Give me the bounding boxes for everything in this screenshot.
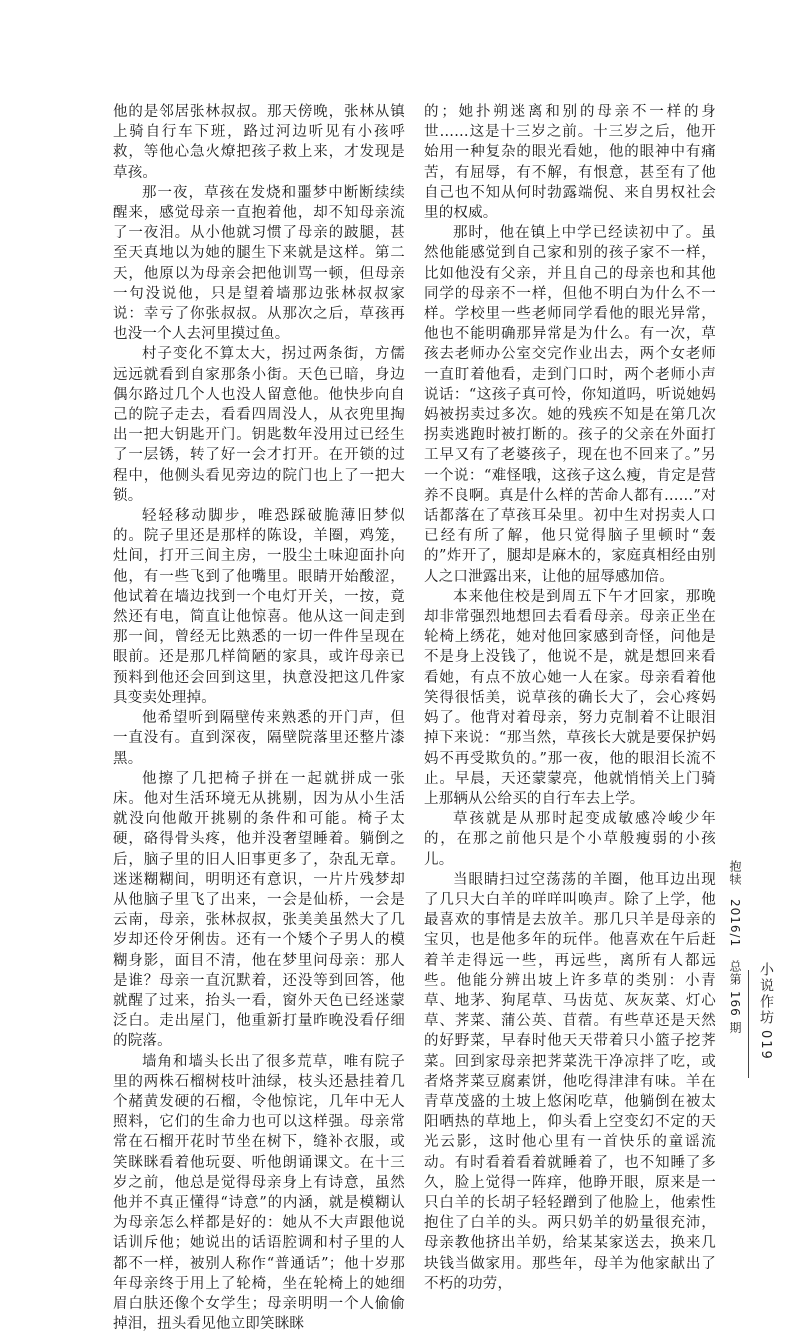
paragraph: 草孩就是从那时起变成敏感冷峻少年的，在那之前他只是个小草般瘦弱的小孩儿。 bbox=[424, 811, 716, 868]
paragraph: 他擦了几把椅子拼在一起就拼成一张床。他对生活环境无从挑剔，因为从小生活就没向他敞开挑剔的条件和可能。椅子太硬，硌得骨头疼，他并没奢望睡着。躺倒之后，脑子里的旧人旧事更多了，杂乱无章。迷迷糊糊间，明明还有意识，一片片残梦却从他脑子里飞了出来，一会是仙桥，一会是云南，母亲，张林叔叔，张美美虽然大了几岁却还伶牙俐齿。还有一个矮个子男人的模糊身影，面目不清，他在梦里问母亲：那人是谁？母亲一直沉默着，还没等到回答，他就醒了过来，抬头一看，窗外天色已经迷蒙泛白。走出屋门，他重新打量昨晚没看仔细的院落。 bbox=[113, 770, 405, 1050]
right-column bbox=[424, 102, 716, 1294]
paragraph: 的；她扑朔迷离和别的母亲不一样的身世……这是十三岁之前。十三岁之后，他开始用一种复杂的眼光看她，他的眼神中有痛苦，有屈辱，有不解，有恨意，甚至有了他自己也不知从何时勃露端倪、来自男权社会里的权威。 bbox=[424, 104, 716, 222]
page-number: 019 bbox=[758, 1030, 773, 1061]
side-divider bbox=[748, 970, 749, 1078]
paragraph: 墙角和墙头长出了很多荒草，唯有院子里的两株石榴树枝叶油绿，枝头还悬挂着几个赭黄发硬的石榴，令他惊诧，几年中无人照料，它们的生命力也可以这样强。母亲常常在石榴开花时节坐在树下，缝补衣服，或笑眯眯看着他玩耍、听他朗诵课文。在十三岁之前，他总是觉得母亲身上有诗意，虽然他并不真正懂得“诗意”的内涵，就是模糊认为母亲怎么样都是好的：她从不大声跟他说话训斥他；她说出的话语腔调和村子里的人都不一样，被别人称作“普通话”；他十岁那年母亲终于用上了轮椅，坐在轮椅上的她细眉白肤还像个女学生；母亲明明一个人偷偷掉泪，扭头看见他立即笑眯眯 bbox=[113, 1053, 405, 1333]
paragraph: 那一夜，草孩在发烧和噩梦中断断续续醒来，感觉母亲一直抱着他，却不知母亲流了一夜泪。从小他就习惯了母亲的跛腿，甚至天真地以为她的腿生下来就是这样。第二天，他原以为母亲会把他训骂一顿，但母亲一句没说他，只是望着墙那边张林叔叔家说：幸亏了你张叔叔。从那次之后，草孩再也没一个人去河里摸过鱼。 bbox=[113, 184, 405, 343]
issue-total: 总第 166 期 bbox=[728, 959, 742, 1035]
paragraph: 那时，他在镇上中学已经读初中了。虽然他能感觉到自己家和别的孩子家不一样，比如他没有父亲，并且自己的母亲也和其他同学的母亲不一样，但他不明白为什么不一样。学校里一些老师同学看他的眼光异常，他也不能明确那异常是为什么。有一次，草孩去老师办公室交完作业出去，两个女老师一直盯着他看，走到门口时，两个老师小声说话：“这孩子真可怜，你知道吗，听说她妈妈被拐卖过多次。她的残疾不知是在第几次拐卖逃跑时被打断的。孩子的父亲在外面打工早又有了老婆孩子，现在也不回来了。”另一个说：“难怪哦，这孩子这么瘦，肯定是营养不良啊。真是什么样的苦命人都有……”对话都落在了草孩耳朵里。初中生对拐卖人口已经有所了解，他只觉得脑子里顿时“轰的”炸开了，腿却是麻木的，家庭真相经由别人之口泄露出来，让他的屈辱感加倍。 bbox=[424, 225, 716, 585]
magazine-name: 抱犊 bbox=[728, 860, 742, 886]
paragraph: 轻轻移动脚步，唯恐踩破脆薄旧梦似的。院子里还是那样的陈设，羊圈，鸡笼，灶间，打开三间主房，一股尘土味迎面扑向他，有一些飞到了他嘴里。眼睛开始酸涩，他试着在墙边找到一个电灯开关，一按，竟然还有电，简直让他惊喜。他从这一间走到那一间，曾经无比熟悉的一切一件件呈现在眼前。还是那几样简陋的家具，或许母亲已预料到他还会回到这里，执意没把这几件家具变卖处理掉。 bbox=[113, 508, 405, 706]
paragraph: 当眼睛扫过空荡荡的羊圈，他耳边出现了几只大白羊的咩咩叫唤声。除了上学，他最喜欢的事情是去放羊。那几只羊是母亲的宝贝，也是他多年的玩伴。他喜欢在午后赶着羊走得远一些，再远些，离所有人都远些。他能分辨出坡上许多草的类别：小青草、地茅、狗尾草、马齿苋、灰灰菜、灯心草、荠菜、蒲公英、苜蓿。有些草还是天然的好野菜，早春时他天天带着只小篮子挖荠菜。回到家母亲把荠菜洗干净凉拌了吃，或者烙荠菜豆腐素饼，他吃得津津有味。羊在青草茂盛的土坡上悠闲吃草，他躺倒在被太阳晒热的草地上，仰头看上空变幻不定的天光云影，这时他心里有一首快乐的童谣流动。有时看着看着就睡着了，也不知睡了多久，脸上觉得一阵痒，他睁开眼，原来是一只白羊的长胡子轻轻蹭到了他脸上，他索性抱住了白羊的头。两只奶羊的奶量很充沛，母亲教他挤出羊奶，给某某家送去，换来几块钱当做家用。那些年，母羊为他家献出了不朽的功劳， bbox=[424, 871, 716, 1292]
section-title: 小说作坊 bbox=[758, 962, 774, 1026]
paragraph: 他的是邻居张林叔叔。那天傍晚，张林从镇上骑自行车下班，路过河边听见有小孩呼救，等他心急火燎把孩子救上来，才发现是草孩。 bbox=[113, 104, 405, 181]
paragraph: 他希望听到隔壁传来熟悉的开门声，但一直没有。直到深夜，隔壁院落里还整片漆黑。 bbox=[113, 710, 405, 767]
left-column bbox=[113, 102, 405, 1334]
paragraph: 村子变化不算太大，拐过两条街，方儒远远就看到自家那条小街。天色已暗，身边偶尔路过几个人也没人留意他。他快步向自己的院子走去，看看四周没人，从衣兜里掏出一把大钥匙开门。钥匙数年没用过已经生了一层锈，转了好一会才打开。在开锁的过程中，他侧头看见旁边的院门也上了一把大锁。 bbox=[113, 346, 405, 504]
paragraph: 本来他住校是到周五下午才回家，那晚却非常强烈地想回去看看母亲。母亲正坐在轮椅上绣花，她对他回家感到奇怪，问他是不是身上没钱了，他说不是，就是想回来看看她，有点不放心她一人在家。母亲看着他笑得很恬美，说草孩的确长大了，会心疼妈妈了。他背对着母亲，努力克制着不让眼泪掉下来说：“那当然，草孩长大就是要保护妈妈不再受欺负的。”那一夜，他的眼泪长流不止。早晨，天还蒙蒙亮，他就悄悄关上门骑上那辆从公给买的自行车去上学。 bbox=[424, 588, 716, 807]
issue-year: 2016/1 bbox=[728, 898, 742, 948]
issue-info bbox=[727, 860, 744, 1042]
